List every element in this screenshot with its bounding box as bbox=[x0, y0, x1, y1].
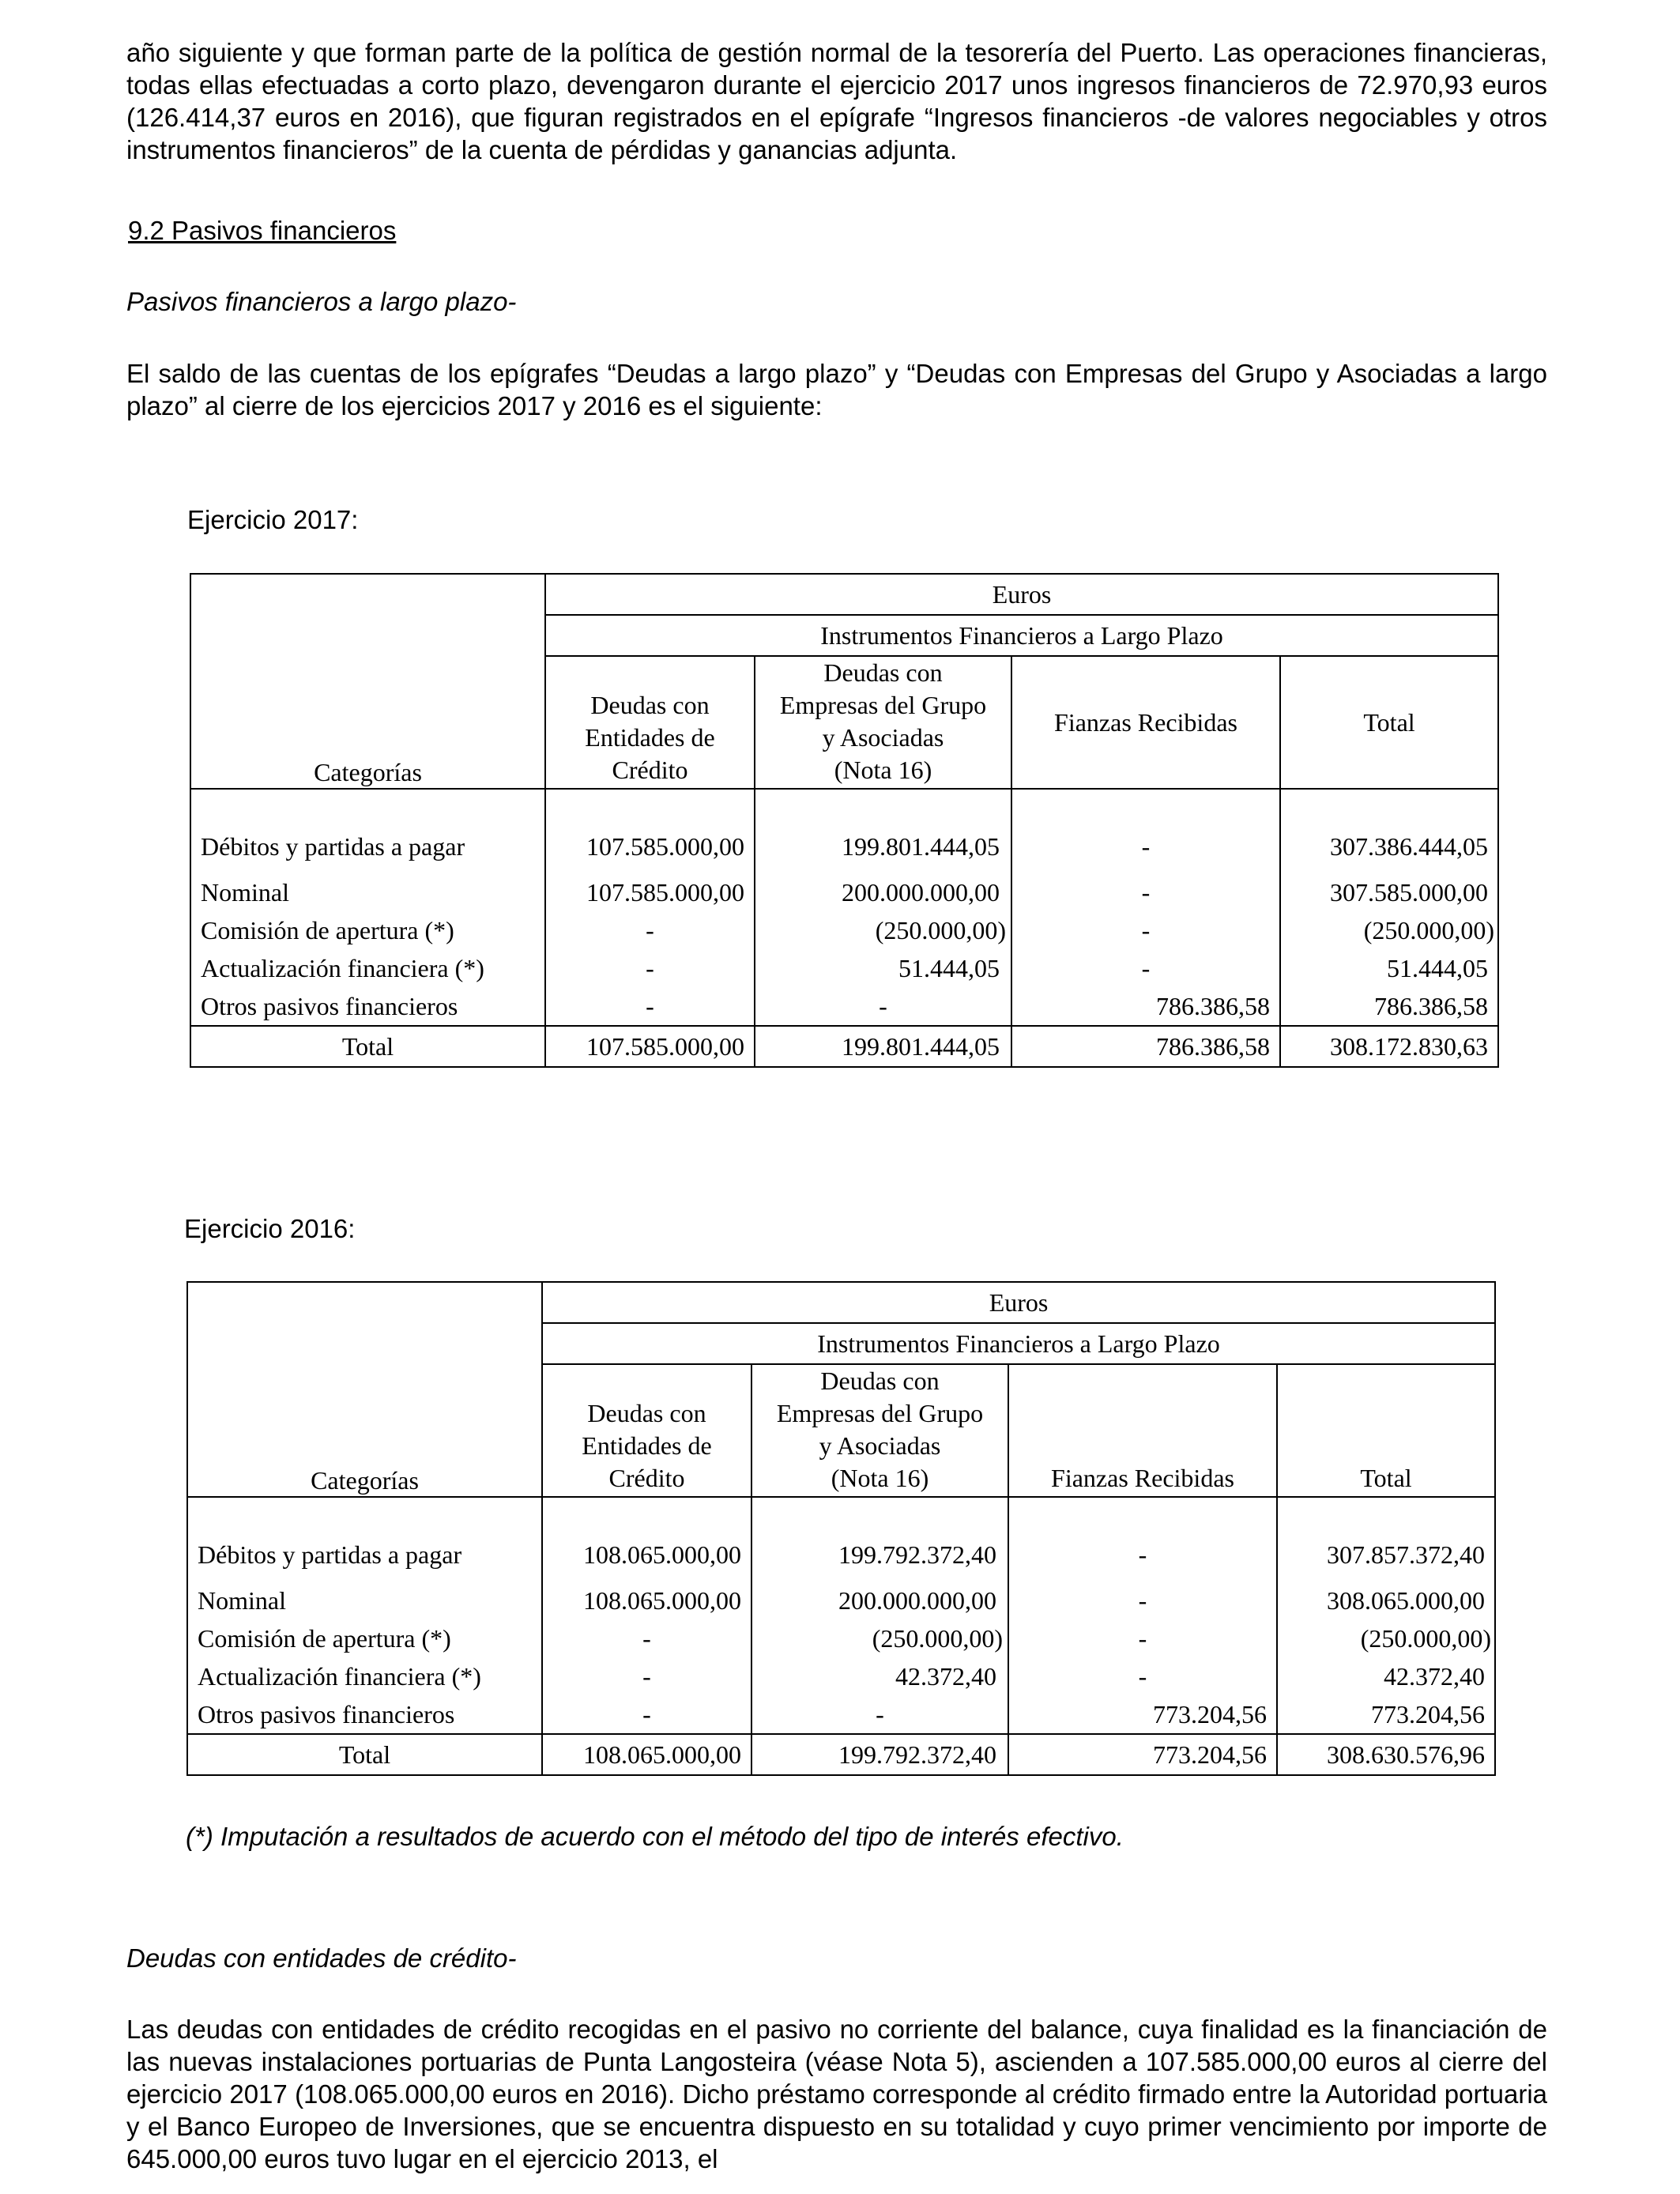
header-euros: Euros bbox=[542, 1282, 1495, 1323]
row-category: Otros pasivos financieros bbox=[190, 987, 545, 1026]
row-category: Débitos y partidas a pagar bbox=[187, 1534, 542, 1575]
header-deudas-entidades bbox=[542, 1364, 751, 1497]
header-line: Entidades de bbox=[585, 723, 715, 752]
cell-grupo: (250.000,00) bbox=[751, 1619, 1008, 1657]
row-category: Actualización financiera (*) bbox=[187, 1657, 542, 1695]
header-total: Total bbox=[1277, 1364, 1495, 1497]
row-category: Actualización financiera (*) bbox=[190, 949, 545, 987]
header-line: y Asociadas bbox=[822, 723, 944, 752]
cell-grupo: 199.801.444,05 bbox=[755, 826, 1011, 867]
subheading-entidades-credito: Deudas con entidades de crédito- bbox=[126, 1943, 517, 1973]
cell-entidades: - bbox=[545, 949, 755, 987]
cell-total: 307.386.444,05 bbox=[1280, 826, 1498, 867]
subheading-largo-plazo: Pasivos financieros a largo plazo- bbox=[126, 287, 517, 316]
cell-entidades: 108.065.000,00 bbox=[542, 1534, 751, 1575]
header-fianzas: Fianzas Recibidas bbox=[1008, 1364, 1277, 1497]
cell-entidades: - bbox=[545, 911, 755, 949]
cell-grupo: 200.000.000,00 bbox=[755, 873, 1011, 911]
table-row bbox=[190, 911, 1498, 949]
header-line: y Asociadas bbox=[819, 1431, 941, 1460]
cell-entidades: 107.585.000,00 bbox=[545, 1026, 755, 1067]
table-row bbox=[187, 1695, 1495, 1734]
cell-entidades: - bbox=[542, 1619, 751, 1657]
header-line: (Nota 16) bbox=[831, 1464, 929, 1492]
row-category: Total bbox=[187, 1734, 542, 1775]
cell-total: 307.857.372,40 bbox=[1277, 1534, 1495, 1575]
cell-entidades: - bbox=[545, 987, 755, 1026]
cell-fianzas: 773.204,56 bbox=[1008, 1695, 1277, 1734]
cell-entidades: 107.585.000,00 bbox=[545, 873, 755, 911]
header-line: (Nota 16) bbox=[834, 756, 932, 784]
header-deudas-grupo bbox=[755, 656, 1011, 789]
cell-grupo: 200.000.000,00 bbox=[751, 1581, 1008, 1619]
header-euros: Euros bbox=[545, 574, 1498, 615]
header-instrumentos: Instrumentos Financieros a Largo Plazo bbox=[542, 1323, 1495, 1364]
cell-total: 773.204,56 bbox=[1277, 1695, 1495, 1734]
cell-fianzas: - bbox=[1008, 1619, 1277, 1657]
table-row bbox=[187, 1534, 1495, 1575]
row-category: Comisión de apertura (*) bbox=[190, 911, 545, 949]
cell-entidades: - bbox=[542, 1695, 751, 1734]
header-line: Empresas del Grupo bbox=[779, 691, 987, 719]
table-row bbox=[190, 949, 1498, 987]
section-heading: 9.2 Pasivos financieros bbox=[128, 216, 397, 245]
header-total: Total bbox=[1280, 656, 1498, 789]
cell-fianzas: 786.386,58 bbox=[1011, 987, 1280, 1026]
intro-paragraph: año siguiente y que forman parte de la política de gestión normal de la tesorería del Puerto. Las operaciones financieras, todas ellas efectuadas a corto plazo, devengaron durante el ejercicio 2017 unos ingresos financieros de 72.970,93 euros (126.414,37 euros en 2016), que figuran registrados en el epígrafe “Ingresos financieros -de valores negociables y otros instrumentos financieros” de la cuenta de pérdidas y ganancias adjunta. bbox=[126, 38, 1547, 164]
header-line: Deudas con bbox=[590, 691, 710, 719]
row-category: Débitos y partidas a pagar bbox=[190, 826, 545, 867]
cell-fianzas: - bbox=[1011, 911, 1280, 949]
cell-total: 308.065.000,00 bbox=[1277, 1581, 1495, 1619]
cell-grupo: 42.372,40 bbox=[751, 1657, 1008, 1695]
header-deudas-grupo bbox=[751, 1364, 1008, 1497]
header-line: Deudas con bbox=[823, 658, 943, 687]
saldo-paragraph: El saldo de las cuentas de los epígrafes “Deudas a largo plazo” y “Deudas con Empresas del Grupo y Asociadas a largo plazo” al cierre de los ejercicios 2017 y 2016 es el siguiente: bbox=[126, 359, 1547, 420]
table-2016 bbox=[186, 1281, 1496, 1776]
table-row bbox=[190, 873, 1498, 911]
table-total-row bbox=[190, 1026, 1498, 1067]
header-line: Empresas del Grupo bbox=[776, 1399, 984, 1427]
cell-entidades: 108.065.000,00 bbox=[542, 1734, 751, 1775]
cell-total: 308.630.576,96 bbox=[1277, 1734, 1495, 1775]
cell-fianzas: - bbox=[1011, 949, 1280, 987]
cell-fianzas: - bbox=[1011, 873, 1280, 911]
row-category: Total bbox=[190, 1026, 545, 1067]
table-row bbox=[190, 987, 1498, 1026]
header-line: Crédito bbox=[612, 756, 688, 784]
header-line: Deudas con bbox=[587, 1399, 706, 1427]
row-category: Nominal bbox=[190, 873, 545, 911]
header-fianzas: Fianzas Recibidas bbox=[1011, 656, 1280, 789]
cell-fianzas: - bbox=[1008, 1657, 1277, 1695]
table-2017 bbox=[190, 573, 1499, 1068]
header-categorias: Categorías bbox=[187, 1282, 542, 1497]
footnote: (*) Imputación a resultados de acuerdo con el método del tipo de interés efectivo. bbox=[186, 1822, 1124, 1851]
cell-fianzas: 786.386,58 bbox=[1011, 1026, 1280, 1067]
cell-grupo: (250.000,00) bbox=[755, 911, 1011, 949]
ejercicio-2017-label: Ejercicio 2017: bbox=[187, 505, 359, 534]
cell-grupo: 199.792.372,40 bbox=[751, 1734, 1008, 1775]
row-category: Otros pasivos financieros bbox=[187, 1695, 542, 1734]
cell-total: 308.172.830,63 bbox=[1280, 1026, 1498, 1067]
cell-total: 51.444,05 bbox=[1280, 949, 1498, 987]
row-category: Nominal bbox=[187, 1581, 542, 1619]
table-row bbox=[190, 826, 1498, 867]
cell-total: 42.372,40 bbox=[1277, 1657, 1495, 1695]
header-line: Deudas con bbox=[820, 1367, 940, 1395]
cell-fianzas: - bbox=[1011, 826, 1280, 867]
cell-fianzas: - bbox=[1008, 1581, 1277, 1619]
cell-grupo: 199.801.444,05 bbox=[755, 1026, 1011, 1067]
header-line: Entidades de bbox=[582, 1431, 712, 1460]
header-deudas-entidades bbox=[545, 656, 755, 789]
cell-entidades: 107.585.000,00 bbox=[545, 826, 755, 867]
header-line: Crédito bbox=[608, 1464, 685, 1492]
cell-total: (250.000,00) bbox=[1277, 1619, 1495, 1657]
table-total-row bbox=[187, 1734, 1495, 1775]
cell-total: 786.386,58 bbox=[1280, 987, 1498, 1026]
cell-fianzas: - bbox=[1008, 1534, 1277, 1575]
header-categorias: Categorías bbox=[190, 574, 545, 789]
cell-grupo: 199.792.372,40 bbox=[751, 1534, 1008, 1575]
table-row bbox=[187, 1581, 1495, 1619]
cell-fianzas: 773.204,56 bbox=[1008, 1734, 1277, 1775]
row-category: Comisión de apertura (*) bbox=[187, 1619, 542, 1657]
cell-grupo: - bbox=[751, 1695, 1008, 1734]
cell-entidades: 108.065.000,00 bbox=[542, 1581, 751, 1619]
table-row bbox=[187, 1619, 1495, 1657]
cell-grupo: - bbox=[755, 987, 1011, 1026]
table-row bbox=[187, 1657, 1495, 1695]
closing-paragraph: Las deudas con entidades de crédito recogidas en el pasivo no corriente del balance, cuya finalidad es la financiación de las nuevas instalaciones portuarias de Punta Langosteira (véase Nota 5), ascienden a 107.585.000,00 euros al cierre del ejercicio 2017 (108.065.000,00 euros en 2016). Dicho préstamo corresponde al crédito firmado entre la Autoridad portuaria y el Banco Europeo de Inversiones, que se encuentra dispuesto en su totalidad y cuyo primer vencimiento por importe de 645.000,00 euros tuvo lugar en el ejercicio 2013, el bbox=[126, 2015, 1547, 2173]
header-instrumentos: Instrumentos Financieros a Largo Plazo bbox=[545, 615, 1498, 656]
ejercicio-2016-label: Ejercicio 2016: bbox=[184, 1214, 356, 1243]
cell-total: (250.000,00) bbox=[1280, 911, 1498, 949]
cell-total: 307.585.000,00 bbox=[1280, 873, 1498, 911]
cell-entidades: - bbox=[542, 1657, 751, 1695]
cell-grupo: 51.444,05 bbox=[755, 949, 1011, 987]
